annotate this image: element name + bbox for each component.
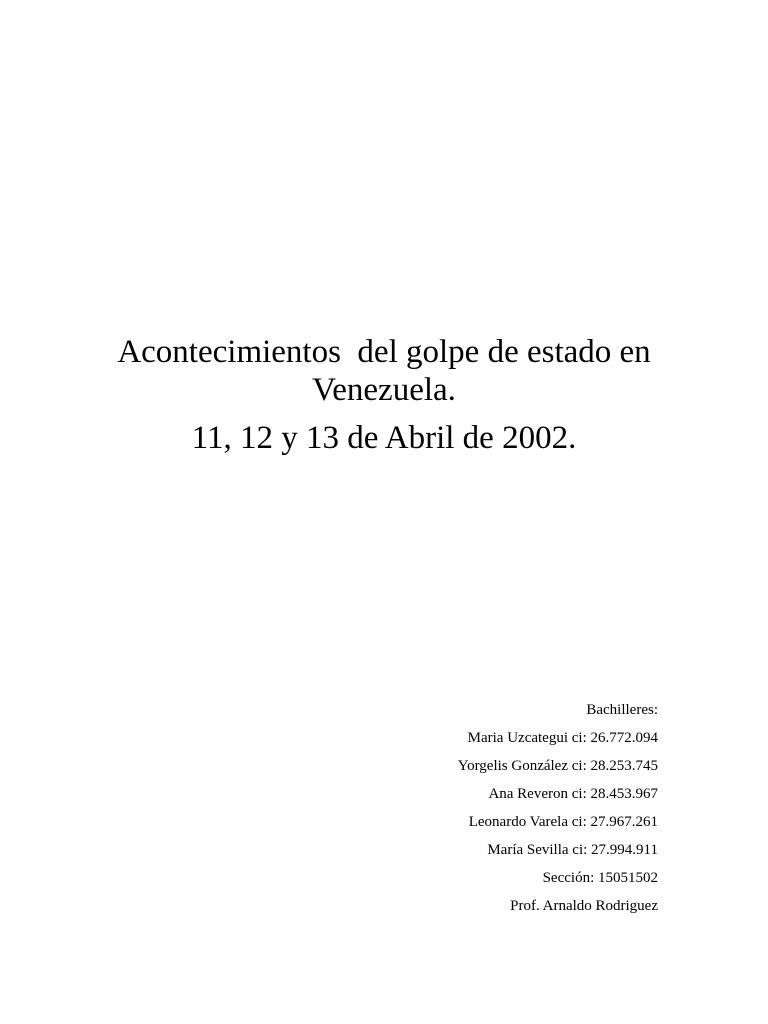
author-entry: Yorgelis González ci: 28.253.745 — [457, 758, 658, 774]
author-entry: Ana Reveron ci: 28.453.967 — [488, 786, 658, 802]
title-line-1: Acontecimientos del golpe de estado en — [117, 334, 651, 370]
authors-heading: Bachilleres: — [586, 702, 658, 718]
title-block — [84, 333, 684, 457]
section-line: Sección: 15051502 — [542, 870, 658, 886]
author-entry: Leonardo Varela ci: 27.967.261 — [468, 814, 658, 830]
authors-block — [458, 700, 658, 924]
author-entry: Maria Uzcategui ci: 26.772.094 — [467, 730, 658, 746]
title-line-2: Venezuela. — [312, 372, 456, 408]
date-line: 11, 12 y 13 de Abril de 2002. — [191, 420, 577, 456]
author-entry: María Sevilla ci: 27.994.911 — [487, 842, 658, 858]
professor-line: Prof. Arnaldo Rodriguez — [510, 898, 658, 914]
